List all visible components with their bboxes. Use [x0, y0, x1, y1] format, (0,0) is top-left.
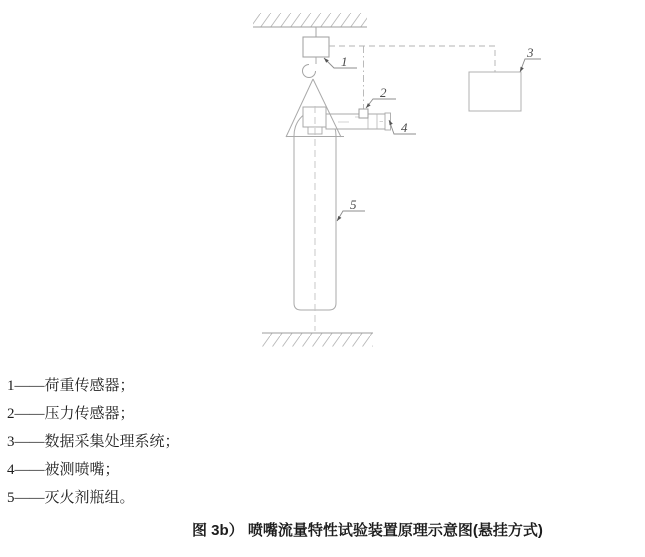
legend [7, 379, 180, 519]
arrowhead [366, 103, 371, 108]
pressure-tap [359, 109, 368, 118]
valve-body [303, 107, 326, 127]
nozzle-tube [326, 113, 391, 130]
legend-item-3: 3——数据采集处理系统； [7, 434, 180, 450]
figure-caption: 图 3b） 喷嘴流量特性试验装置原理示意图(悬挂方式) [192, 522, 543, 539]
legend-item-2: 2——压力传感器； [7, 406, 135, 422]
callout-2 [366, 85, 396, 108]
callout-3 [520, 45, 541, 72]
lifting-hook [303, 65, 316, 78]
legend-item-1: 1——荷重传感器； [7, 378, 135, 394]
ground-hatch [262, 333, 373, 347]
arrowhead [520, 67, 524, 72]
callout-2-number: 2 [380, 85, 387, 100]
callout-3-number: 3 [527, 45, 534, 60]
callout-5 [337, 197, 365, 221]
callout-4 [389, 120, 416, 135]
legend-item-5: 5——灭火剂瓶组。 [7, 490, 135, 506]
callout-1-number: 1 [341, 54, 348, 69]
legend-item-4: 4——被测喷嘴； [7, 462, 120, 478]
arrowhead [337, 216, 341, 221]
ceiling-hatch [253, 13, 367, 27]
load-sensor-box [303, 37, 329, 57]
callout-5-number: 5 [350, 197, 357, 212]
daq-box [469, 72, 521, 111]
callout-4-number: 4 [401, 120, 408, 135]
